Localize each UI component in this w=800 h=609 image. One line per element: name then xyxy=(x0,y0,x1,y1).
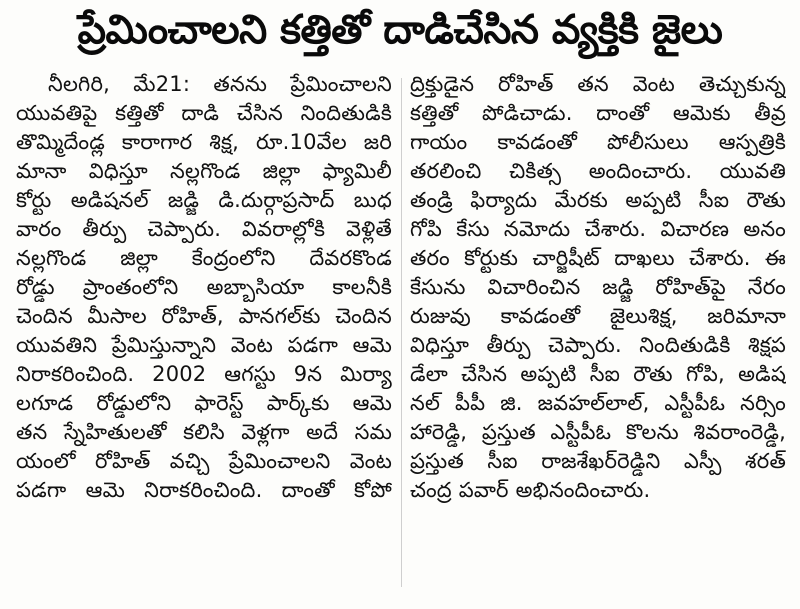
article-column-left xyxy=(14,70,392,595)
text-line: యంలో రోహిత్ వచ్చి ప్రేమించాలని వెంట xyxy=(16,449,392,473)
text-line: కత్తితో పోడిచాడు. దాంతో ఆమెకు తీవ్ర xyxy=(410,101,786,125)
text-line: తొమ్మిదేండ్ల కారాగార శిక్ష, రూ.10వేల జరి xyxy=(16,130,392,154)
article-body xyxy=(14,70,786,595)
column-divider xyxy=(401,78,402,587)
text-line: రుజువు కావడంతో జైలుశిక్ష, జరిమానా xyxy=(410,304,786,328)
text-line: నల్ పీపీ జి. జవహల్‌లాల్, ఎస్టీపీఓ నర్సిం xyxy=(410,391,786,415)
text-line: కేసును విచారించిన జడ్జి రోహిత్‌పై నేరం xyxy=(410,275,786,299)
article-headline: ప్రేమించాలని కత్తితో దాడిచేసిన వ్యక్తికి జైలు xyxy=(77,7,723,53)
text-line: రోడ్డు ప్రాంతంలోని అబ్బాసియా కాలనీకి xyxy=(16,275,392,299)
text-line: ప్రస్తుత సీఐ రాజశేఖర్‌రెడ్డిని ఎస్పీ శరత్ xyxy=(410,449,786,473)
text-line: గాయం కావడంతో పోలీసులు ఆస్పత్రికి xyxy=(410,130,786,154)
text-line: వారం తీర్పు చెప్పారు. వివరాల్లోకి వెళ్లితే xyxy=(16,217,392,241)
text-line: పడగా ఆమె నిరాకరించింది. దాంతో కోపో xyxy=(16,478,392,502)
text-line: తన స్నేహితులతో కలిసి వెళ్లగా అదే సమ xyxy=(16,420,392,444)
text-line: తండ్రి ఫిర్యాదు మేరకు అప్పటి సీఐ రౌతు xyxy=(410,188,786,212)
text-line: విధిస్తూ తీర్పు చెప్పారు. నిందితుడికి శిక్షప xyxy=(410,333,786,357)
text-line: చంద్ర పవార్ అభినందించారు. xyxy=(410,478,651,502)
text-line: యువతిపై కత్తితో దాడి చేసిన నిందితుడికి xyxy=(16,101,392,125)
article-column-right xyxy=(410,70,786,595)
text-line: యువతిని ప్రేమిస్తున్నాని వెంట పడగా ఆమె xyxy=(16,333,392,357)
text-line: మానా విధిస్తూ నల్లగొండ జిల్లా ఫ్యామిలీ xyxy=(16,159,392,183)
text-line: నల్లగొండ జిల్లా కేంద్రంలోని దేవరకొండ xyxy=(16,246,392,270)
text-line: లగూడ రోడ్డులోని ఫారెస్ట్ పార్క్‌కు ఆమె xyxy=(16,391,392,415)
text-line: హారెడ్డి, ప్రస్తుత ఎస్టీపీఓ కొలను శివరాంరెడ్డి, xyxy=(410,420,786,444)
text-line: ద్రిక్తుడైన రోహిత్ తన వెంట తెచ్చుకున్న xyxy=(410,72,786,96)
text-line: తరం కోర్టుకు చార్జిషీట్ దాఖలు చేశారు. ఈ xyxy=(410,246,786,270)
text-line: తరలించి చికిత్స అందించారు. యువతి xyxy=(410,159,786,183)
text-line: నీలగిరి, మే21: తనను ప్రేమించాలని xyxy=(48,72,392,96)
text-line: గోపి కేసు నమోదు చేశారు. విచారణ అనం xyxy=(410,217,786,241)
text-line: కోర్టు అడిషనల్ జడ్జి డి.దుర్గాప్రసాద్ బుధ xyxy=(16,188,392,212)
text-line: డేలా చేసిన అప్పటి సీఐ రౌతు గోపి, అడిష xyxy=(410,362,786,386)
text-line: నిరాకరించింది. 2002 ఆగస్టు 9న మిర్యా xyxy=(16,362,392,386)
text-line: చెందిన మీసాల రోహిత్, పానగల్‌కు చెందిన xyxy=(16,304,392,328)
